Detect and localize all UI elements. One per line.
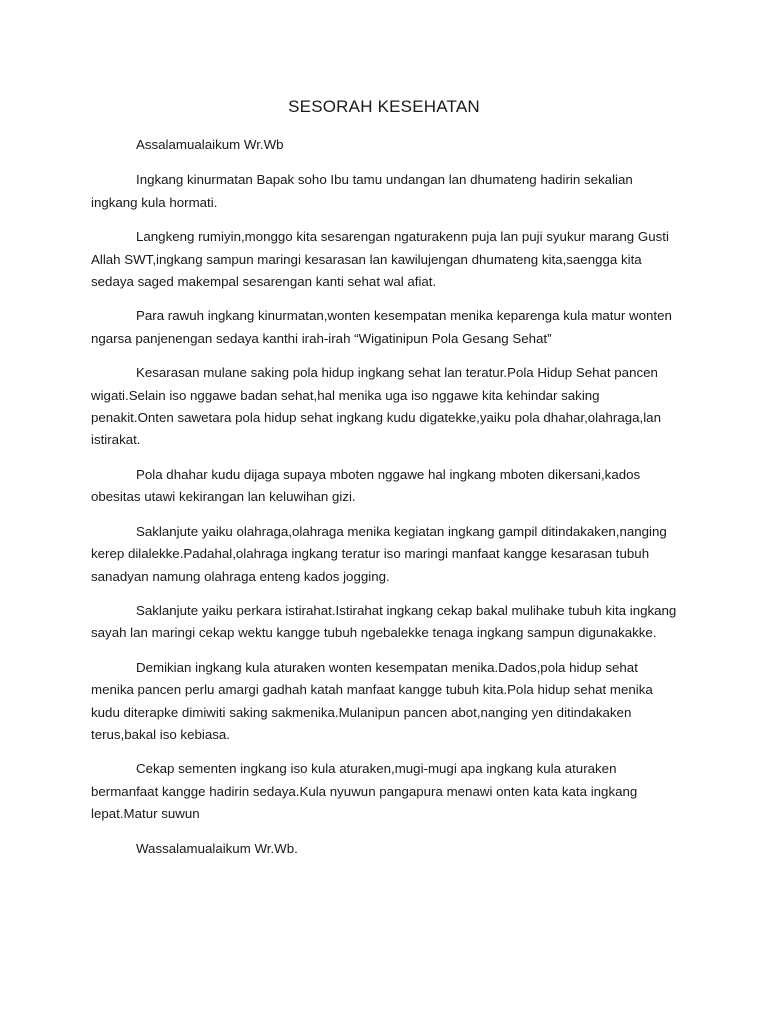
paragraph-rest: Saklanjute yaiku perkara istirahat.Istirahat ingkang cekap bakal mulihake tubuh kita ingkang sayah lan maringi cekap wektu kangge tubuh ngebalekke tenaga ingkang sampun digunakakke. [91, 602, 677, 641]
greeting-closing: Wassalamualaikum Wr.Wb. [136, 840, 298, 856]
paragraph-closing: Cekap sementen ingkang iso kula aturaken,mugi-mugi apa ingkang kula aturaken bermanfaat kangge hadirin sedaya.Kula nyuwun pangapura menawi onten kata kata ingkang lepat.Matur suwun [91, 761, 638, 822]
paragraph-address: Ingkang kinurmatan Bapak soho Ibu tamu undangan lan dhumateng hadirin sekalian ingkang kula hormati. [91, 172, 633, 210]
document-body [91, 134, 677, 873]
greeting-opening: Assalamualaikum Wr.Wb [136, 137, 284, 152]
paragraph-healthy-lifestyle: Kesarasan mulane saking pola hidup ingkang sehat lan teratur.Pola Hidup Sehat pancen wigati.Selain iso nggawe badan sehat,hal menika uga iso nggawe kita kehindar saking penakit.Onten sawetara pola hidup sehat ingkang kudu digatekke,yaiku pola dhahar,olahraga,lan istirakat. [91, 365, 661, 448]
document-title: SESORAH KESEHATAN [288, 97, 480, 116]
paragraph-conclusion: Demikian ingkang kula aturaken wonten kesempatan menika.Dados,pola hidup sehat menika pancen perlu amargi gadhah katah manfaat kangge tubuh kita.Pola hidup sehat menika kudu diterapke dimiwiti saking sakmenika.Mulanipun pancen abot,nanging yen ditindakaken terus,bakal iso kebiasa. [91, 659, 653, 742]
paragraph-gratitude: Langkeng rumiyin,monggo kita sesarengan ngaturakenn puja lan puji syukur marang Gusti Allah SWT,ingkang sampun maringi kesarasan lan kawilujengan dhumateng kita,saengga kita sedaya saged makempal sesarengan kanti sehat wal afiat. [91, 229, 669, 290]
paragraph-exercise: Saklanjute yaiku olahraga,olahraga menika kegiatan ingkang gampil ditindakaken,nanging kerep dilalekke.Padahal,olahraga ingkang teratur iso maringi manfaat kangge kesarasan tubuh sanadyan namung olahraga enteng kados jogging. [91, 523, 667, 584]
paragraph-diet: Pola dhahar kudu dijaga supaya mboten nggawe hal ingkang mboten dikersani,kados obesitas utawi kekirangan lan keluwihan gizi. [91, 466, 641, 505]
paragraph-topic: Para rawuh ingkang kinurmatan,wonten kesempatan menika keparenga kula matur wonten ngarsa panjenengan sedaya kanthi irah-irah “Wigatinipun Pola Gesang Sehat” [91, 308, 672, 346]
